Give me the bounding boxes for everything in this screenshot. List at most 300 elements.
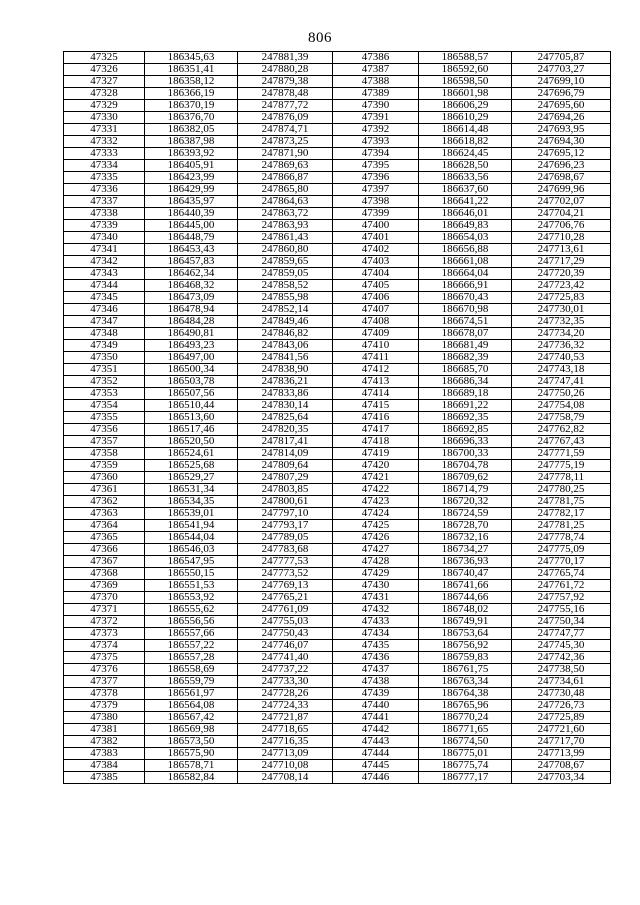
x-coordinate-right-cell: 186661,08: [419, 256, 512, 268]
point-number-left-cell: 47345: [64, 292, 145, 304]
point-number-left-cell: 47384: [64, 760, 145, 772]
y-coordinate-right-cell: 247782,17: [512, 508, 611, 520]
y-coordinate-left-cell: 247716,35: [238, 736, 333, 748]
point-number-right-cell: 47444: [333, 748, 419, 760]
x-coordinate-left-cell: 186493,23: [145, 340, 238, 352]
y-coordinate-right-cell: 247732,35: [512, 316, 611, 328]
x-coordinate-right-cell: 186682,39: [419, 352, 512, 364]
x-coordinate-left-cell: 186423,99: [145, 172, 238, 184]
x-coordinate-left-cell: 186366,19: [145, 88, 238, 100]
table-row: [64, 100, 611, 112]
point-number-left-cell: 47336: [64, 184, 145, 196]
table-row: [64, 616, 611, 628]
x-coordinate-right-cell: 186628,50: [419, 160, 512, 172]
point-number-right-cell: 47434: [333, 628, 419, 640]
x-coordinate-right-cell: 186678,07: [419, 328, 512, 340]
point-number-right-cell: 47435: [333, 640, 419, 652]
point-number-right-cell: 47446: [333, 772, 419, 784]
y-coordinate-left-cell: 247841,56: [238, 352, 333, 364]
x-coordinate-left-cell: 186582,84: [145, 772, 238, 784]
x-coordinate-left-cell: 186457,83: [145, 256, 238, 268]
point-number-left-cell: 47371: [64, 604, 145, 616]
y-coordinate-right-cell: 247771,59: [512, 448, 611, 460]
y-coordinate-right-cell: 247780,25: [512, 484, 611, 496]
point-number-right-cell: 47405: [333, 280, 419, 292]
y-coordinate-right-cell: 247734,61: [512, 676, 611, 688]
table-row: [64, 292, 611, 304]
x-coordinate-left-cell: 186387,98: [145, 136, 238, 148]
table-row: [64, 712, 611, 724]
y-coordinate-left-cell: 247877,72: [238, 100, 333, 112]
table-row: [64, 532, 611, 544]
point-number-right-cell: 47410: [333, 340, 419, 352]
point-number-right-cell: 47390: [333, 100, 419, 112]
point-number-left-cell: 47351: [64, 364, 145, 376]
y-coordinate-right-cell: 247742,36: [512, 652, 611, 664]
point-number-right-cell: 47407: [333, 304, 419, 316]
x-coordinate-left-cell: 186382,05: [145, 124, 238, 136]
table-row: [64, 160, 611, 172]
table-row: [64, 424, 611, 436]
x-coordinate-left-cell: 186578,71: [145, 760, 238, 772]
y-coordinate-right-cell: 247713,61: [512, 244, 611, 256]
y-coordinate-right-cell: 247758,79: [512, 412, 611, 424]
point-number-right-cell: 47403: [333, 256, 419, 268]
point-number-left-cell: 47334: [64, 160, 145, 172]
table-row: [64, 484, 611, 496]
point-number-left-cell: 47362: [64, 496, 145, 508]
x-coordinate-right-cell: 186732,16: [419, 532, 512, 544]
point-number-right-cell: 47442: [333, 724, 419, 736]
y-coordinate-left-cell: 247869,63: [238, 160, 333, 172]
y-coordinate-right-cell: 247695,60: [512, 100, 611, 112]
x-coordinate-right-cell: 186744,66: [419, 592, 512, 604]
y-coordinate-right-cell: 247778,11: [512, 472, 611, 484]
point-number-left-cell: 47364: [64, 520, 145, 532]
x-coordinate-left-cell: 186539,01: [145, 508, 238, 520]
point-number-right-cell: 47400: [333, 220, 419, 232]
x-coordinate-right-cell: 186753,64: [419, 628, 512, 640]
y-coordinate-right-cell: 247755,16: [512, 604, 611, 616]
point-number-right-cell: 47414: [333, 388, 419, 400]
y-coordinate-left-cell: 247777,53: [238, 556, 333, 568]
y-coordinate-right-cell: 247765,74: [512, 568, 611, 580]
table-row: [64, 64, 611, 76]
table-row: [64, 772, 611, 784]
point-number-right-cell: 47416: [333, 412, 419, 424]
point-number-right-cell: 47396: [333, 172, 419, 184]
x-coordinate-right-cell: 186614,48: [419, 124, 512, 136]
table-row: [64, 736, 611, 748]
point-number-right-cell: 47445: [333, 760, 419, 772]
point-number-right-cell: 47428: [333, 556, 419, 568]
point-number-right-cell: 47431: [333, 592, 419, 604]
y-coordinate-right-cell: 247717,70: [512, 736, 611, 748]
y-coordinate-left-cell: 247878,48: [238, 88, 333, 100]
y-coordinate-right-cell: 247710,28: [512, 232, 611, 244]
y-coordinate-left-cell: 247881,39: [238, 52, 333, 64]
x-coordinate-right-cell: 186763,34: [419, 676, 512, 688]
point-number-left-cell: 47326: [64, 64, 145, 76]
y-coordinate-left-cell: 247761,09: [238, 604, 333, 616]
x-coordinate-right-cell: 186700,33: [419, 448, 512, 460]
x-coordinate-right-cell: 186606,29: [419, 100, 512, 112]
table-row: [64, 580, 611, 592]
table-row: [64, 352, 611, 364]
y-coordinate-left-cell: 247733,30: [238, 676, 333, 688]
point-number-left-cell: 47385: [64, 772, 145, 784]
point-number-left-cell: 47373: [64, 628, 145, 640]
y-coordinate-left-cell: 247807,29: [238, 472, 333, 484]
point-number-left-cell: 47355: [64, 412, 145, 424]
y-coordinate-right-cell: 247720,39: [512, 268, 611, 280]
y-coordinate-right-cell: 247699,96: [512, 184, 611, 196]
x-coordinate-left-cell: 186564,08: [145, 700, 238, 712]
point-number-right-cell: 47422: [333, 484, 419, 496]
point-number-right-cell: 47408: [333, 316, 419, 328]
x-coordinate-left-cell: 186500,34: [145, 364, 238, 376]
point-number-left-cell: 47378: [64, 688, 145, 700]
point-number-right-cell: 47417: [333, 424, 419, 436]
y-coordinate-left-cell: 247710,08: [238, 760, 333, 772]
y-coordinate-left-cell: 247852,14: [238, 304, 333, 316]
table-row: [64, 760, 611, 772]
table-row: [64, 268, 611, 280]
y-coordinate-right-cell: 247704,21: [512, 208, 611, 220]
point-number-left-cell: 47372: [64, 616, 145, 628]
point-number-right-cell: 47415: [333, 400, 419, 412]
y-coordinate-right-cell: 247699,10: [512, 76, 611, 88]
x-coordinate-left-cell: 186524,61: [145, 448, 238, 460]
table-row: [64, 544, 611, 556]
x-coordinate-left-cell: 186525,68: [145, 460, 238, 472]
y-coordinate-left-cell: 247838,90: [238, 364, 333, 376]
point-number-right-cell: 47437: [333, 664, 419, 676]
x-coordinate-right-cell: 186670,43: [419, 292, 512, 304]
y-coordinate-left-cell: 247873,25: [238, 136, 333, 148]
y-coordinate-right-cell: 247725,83: [512, 292, 611, 304]
x-coordinate-left-cell: 186534,35: [145, 496, 238, 508]
point-number-left-cell: 47352: [64, 376, 145, 388]
y-coordinate-left-cell: 247789,05: [238, 532, 333, 544]
x-coordinate-right-cell: 186685,70: [419, 364, 512, 376]
point-number-right-cell: 47389: [333, 88, 419, 100]
x-coordinate-left-cell: 186440,39: [145, 208, 238, 220]
point-number-left-cell: 47342: [64, 256, 145, 268]
x-coordinate-right-cell: 186775,74: [419, 760, 512, 772]
y-coordinate-right-cell: 247693,95: [512, 124, 611, 136]
y-coordinate-right-cell: 247696,23: [512, 160, 611, 172]
y-coordinate-right-cell: 247713,99: [512, 748, 611, 760]
table-row: [64, 472, 611, 484]
x-coordinate-left-cell: 186561,97: [145, 688, 238, 700]
y-coordinate-left-cell: 247880,28: [238, 64, 333, 76]
x-coordinate-left-cell: 186473,09: [145, 292, 238, 304]
point-number-left-cell: 47340: [64, 232, 145, 244]
y-coordinate-left-cell: 247741,40: [238, 652, 333, 664]
y-coordinate-left-cell: 247721,87: [238, 712, 333, 724]
y-coordinate-left-cell: 247843,06: [238, 340, 333, 352]
table-row: [64, 688, 611, 700]
x-coordinate-left-cell: 186468,32: [145, 280, 238, 292]
x-coordinate-left-cell: 186556,56: [145, 616, 238, 628]
x-coordinate-left-cell: 186553,92: [145, 592, 238, 604]
point-number-right-cell: 47388: [333, 76, 419, 88]
table-row: [64, 436, 611, 448]
y-coordinate-right-cell: 247745,30: [512, 640, 611, 652]
y-coordinate-left-cell: 247833,86: [238, 388, 333, 400]
point-number-left-cell: 47330: [64, 112, 145, 124]
x-coordinate-right-cell: 186748,02: [419, 604, 512, 616]
x-coordinate-left-cell: 186345,63: [145, 52, 238, 64]
coordinates-table: [63, 51, 611, 784]
y-coordinate-left-cell: 247820,35: [238, 424, 333, 436]
x-coordinate-right-cell: 186686,34: [419, 376, 512, 388]
y-coordinate-left-cell: 247746,07: [238, 640, 333, 652]
y-coordinate-right-cell: 247723,42: [512, 280, 611, 292]
x-coordinate-left-cell: 186497,00: [145, 352, 238, 364]
y-coordinate-left-cell: 247809,64: [238, 460, 333, 472]
x-coordinate-right-cell: 186641,22: [419, 196, 512, 208]
y-coordinate-left-cell: 247859,05: [238, 268, 333, 280]
y-coordinate-right-cell: 247778,74: [512, 532, 611, 544]
y-coordinate-left-cell: 247814,09: [238, 448, 333, 460]
x-coordinate-right-cell: 186740,47: [419, 568, 512, 580]
point-number-right-cell: 47406: [333, 292, 419, 304]
y-coordinate-right-cell: 247696,79: [512, 88, 611, 100]
table-row: [64, 664, 611, 676]
point-number-left-cell: 47329: [64, 100, 145, 112]
table-row: [64, 676, 611, 688]
x-coordinate-left-cell: 186448,79: [145, 232, 238, 244]
point-number-left-cell: 47354: [64, 400, 145, 412]
x-coordinate-right-cell: 186714,79: [419, 484, 512, 496]
point-number-right-cell: 47436: [333, 652, 419, 664]
y-coordinate-left-cell: 247718,65: [238, 724, 333, 736]
x-coordinate-right-cell: 186670,98: [419, 304, 512, 316]
x-coordinate-right-cell: 186592,60: [419, 64, 512, 76]
y-coordinate-right-cell: 247703,27: [512, 64, 611, 76]
point-number-right-cell: 47419: [333, 448, 419, 460]
x-coordinate-left-cell: 186435,97: [145, 196, 238, 208]
x-coordinate-right-cell: 186774,50: [419, 736, 512, 748]
x-coordinate-left-cell: 186567,42: [145, 712, 238, 724]
y-coordinate-right-cell: 247781,25: [512, 520, 611, 532]
page-number: 806: [308, 30, 332, 46]
x-coordinate-right-cell: 186770,24: [419, 712, 512, 724]
y-coordinate-left-cell: 247713,09: [238, 748, 333, 760]
point-number-left-cell: 47328: [64, 88, 145, 100]
table-row: [64, 340, 611, 352]
y-coordinate-right-cell: 247730,01: [512, 304, 611, 316]
y-coordinate-right-cell: 247694,26: [512, 112, 611, 124]
point-number-right-cell: 47441: [333, 712, 419, 724]
y-coordinate-left-cell: 247865,80: [238, 184, 333, 196]
x-coordinate-right-cell: 186720,32: [419, 496, 512, 508]
point-number-right-cell: 47387: [333, 64, 419, 76]
x-coordinate-left-cell: 186351,41: [145, 64, 238, 76]
y-coordinate-right-cell: 247775,09: [512, 544, 611, 556]
x-coordinate-right-cell: 186704,78: [419, 460, 512, 472]
point-number-left-cell: 47338: [64, 208, 145, 220]
point-number-left-cell: 47327: [64, 76, 145, 88]
table-row: [64, 112, 611, 124]
y-coordinate-left-cell: 247797,10: [238, 508, 333, 520]
table-row: [64, 328, 611, 340]
x-coordinate-right-cell: 186656,88: [419, 244, 512, 256]
point-number-left-cell: 47341: [64, 244, 145, 256]
point-number-left-cell: 47375: [64, 652, 145, 664]
point-number-right-cell: 47411: [333, 352, 419, 364]
y-coordinate-right-cell: 247698,67: [512, 172, 611, 184]
table-row: [64, 52, 611, 64]
x-coordinate-right-cell: 186674,51: [419, 316, 512, 328]
x-coordinate-left-cell: 186547,95: [145, 556, 238, 568]
point-number-left-cell: 47363: [64, 508, 145, 520]
table-row: [64, 652, 611, 664]
y-coordinate-right-cell: 247708,67: [512, 760, 611, 772]
y-coordinate-left-cell: 247773,52: [238, 568, 333, 580]
point-number-right-cell: 47443: [333, 736, 419, 748]
y-coordinate-left-cell: 247879,38: [238, 76, 333, 88]
y-coordinate-left-cell: 247765,21: [238, 592, 333, 604]
point-number-right-cell: 47413: [333, 376, 419, 388]
point-number-left-cell: 47369: [64, 580, 145, 592]
table-row: [64, 316, 611, 328]
point-number-left-cell: 47339: [64, 220, 145, 232]
y-coordinate-right-cell: 247757,92: [512, 592, 611, 604]
y-coordinate-right-cell: 247761,72: [512, 580, 611, 592]
x-coordinate-right-cell: 186764,38: [419, 688, 512, 700]
point-number-left-cell: 47332: [64, 136, 145, 148]
table-row: [64, 208, 611, 220]
y-coordinate-right-cell: 247750,34: [512, 616, 611, 628]
table-row: [64, 304, 611, 316]
y-coordinate-left-cell: 247783,68: [238, 544, 333, 556]
x-coordinate-left-cell: 186490,81: [145, 328, 238, 340]
table-row: [64, 220, 611, 232]
table-row: [64, 76, 611, 88]
x-coordinate-left-cell: 186559,79: [145, 676, 238, 688]
point-number-right-cell: 47427: [333, 544, 419, 556]
table-row: [64, 148, 611, 160]
table-row: [64, 376, 611, 388]
y-coordinate-right-cell: 247695,12: [512, 148, 611, 160]
y-coordinate-left-cell: 247876,09: [238, 112, 333, 124]
table-row: [64, 412, 611, 424]
x-coordinate-left-cell: 186507,56: [145, 388, 238, 400]
x-coordinate-right-cell: 186709,62: [419, 472, 512, 484]
x-coordinate-left-cell: 186503,78: [145, 376, 238, 388]
x-coordinate-right-cell: 186692,85: [419, 424, 512, 436]
x-coordinate-left-cell: 186551,53: [145, 580, 238, 592]
x-coordinate-left-cell: 186478,94: [145, 304, 238, 316]
table-row: [64, 124, 611, 136]
y-coordinate-right-cell: 247725,89: [512, 712, 611, 724]
point-number-right-cell: 47421: [333, 472, 419, 484]
point-number-left-cell: 47356: [64, 424, 145, 436]
y-coordinate-left-cell: 247793,17: [238, 520, 333, 532]
point-number-left-cell: 47361: [64, 484, 145, 496]
point-number-right-cell: 47402: [333, 244, 419, 256]
y-coordinate-left-cell: 247737,22: [238, 664, 333, 676]
point-number-left-cell: 47370: [64, 592, 145, 604]
table-row: [64, 628, 611, 640]
x-coordinate-right-cell: 186633,56: [419, 172, 512, 184]
table-row: [64, 460, 611, 472]
point-number-right-cell: 47440: [333, 700, 419, 712]
point-number-right-cell: 47393: [333, 136, 419, 148]
table-row: [64, 748, 611, 760]
y-coordinate-left-cell: 247708,14: [238, 772, 333, 784]
x-coordinate-left-cell: 186575,90: [145, 748, 238, 760]
x-coordinate-right-cell: 186654,03: [419, 232, 512, 244]
x-coordinate-left-cell: 186462,34: [145, 268, 238, 280]
x-coordinate-left-cell: 186520,50: [145, 436, 238, 448]
point-number-right-cell: 47420: [333, 460, 419, 472]
x-coordinate-left-cell: 186557,66: [145, 628, 238, 640]
point-number-right-cell: 47439: [333, 688, 419, 700]
point-number-right-cell: 47404: [333, 268, 419, 280]
point-number-left-cell: 47367: [64, 556, 145, 568]
y-coordinate-right-cell: 247775,19: [512, 460, 611, 472]
y-coordinate-right-cell: 247781,75: [512, 496, 611, 508]
x-coordinate-right-cell: 186696,33: [419, 436, 512, 448]
x-coordinate-right-cell: 186771,65: [419, 724, 512, 736]
table-row: [64, 88, 611, 100]
y-coordinate-left-cell: 247849,46: [238, 316, 333, 328]
point-number-left-cell: 47382: [64, 736, 145, 748]
x-coordinate-left-cell: 186517,46: [145, 424, 238, 436]
x-coordinate-left-cell: 186541,94: [145, 520, 238, 532]
x-coordinate-right-cell: 186765,96: [419, 700, 512, 712]
point-number-left-cell: 47353: [64, 388, 145, 400]
y-coordinate-right-cell: 247743,18: [512, 364, 611, 376]
point-number-left-cell: 47377: [64, 676, 145, 688]
x-coordinate-left-cell: 186555,62: [145, 604, 238, 616]
x-coordinate-left-cell: 186544,04: [145, 532, 238, 544]
table-row: [64, 136, 611, 148]
y-coordinate-right-cell: 247770,17: [512, 556, 611, 568]
y-coordinate-left-cell: 247769,13: [238, 580, 333, 592]
x-coordinate-right-cell: 186777,17: [419, 772, 512, 784]
y-coordinate-left-cell: 247863,93: [238, 220, 333, 232]
y-coordinate-left-cell: 247855,98: [238, 292, 333, 304]
table-row: [64, 448, 611, 460]
point-number-left-cell: 47383: [64, 748, 145, 760]
x-coordinate-right-cell: 186689,18: [419, 388, 512, 400]
y-coordinate-left-cell: 247817,41: [238, 436, 333, 448]
point-number-right-cell: 47386: [333, 52, 419, 64]
x-coordinate-left-cell: 186370,19: [145, 100, 238, 112]
table-row: [64, 496, 611, 508]
y-coordinate-right-cell: 247730,48: [512, 688, 611, 700]
x-coordinate-right-cell: 186588,57: [419, 52, 512, 64]
y-coordinate-right-cell: 247747,41: [512, 376, 611, 388]
y-coordinate-right-cell: 247750,26: [512, 388, 611, 400]
point-number-left-cell: 47347: [64, 316, 145, 328]
point-number-left-cell: 47359: [64, 460, 145, 472]
point-number-left-cell: 47337: [64, 196, 145, 208]
x-coordinate-left-cell: 186429,99: [145, 184, 238, 196]
point-number-left-cell: 47331: [64, 124, 145, 136]
point-number-left-cell: 47335: [64, 172, 145, 184]
y-coordinate-right-cell: 247726,73: [512, 700, 611, 712]
point-number-left-cell: 47358: [64, 448, 145, 460]
y-coordinate-left-cell: 247803,85: [238, 484, 333, 496]
point-number-left-cell: 47348: [64, 328, 145, 340]
x-coordinate-left-cell: 186393,92: [145, 148, 238, 160]
